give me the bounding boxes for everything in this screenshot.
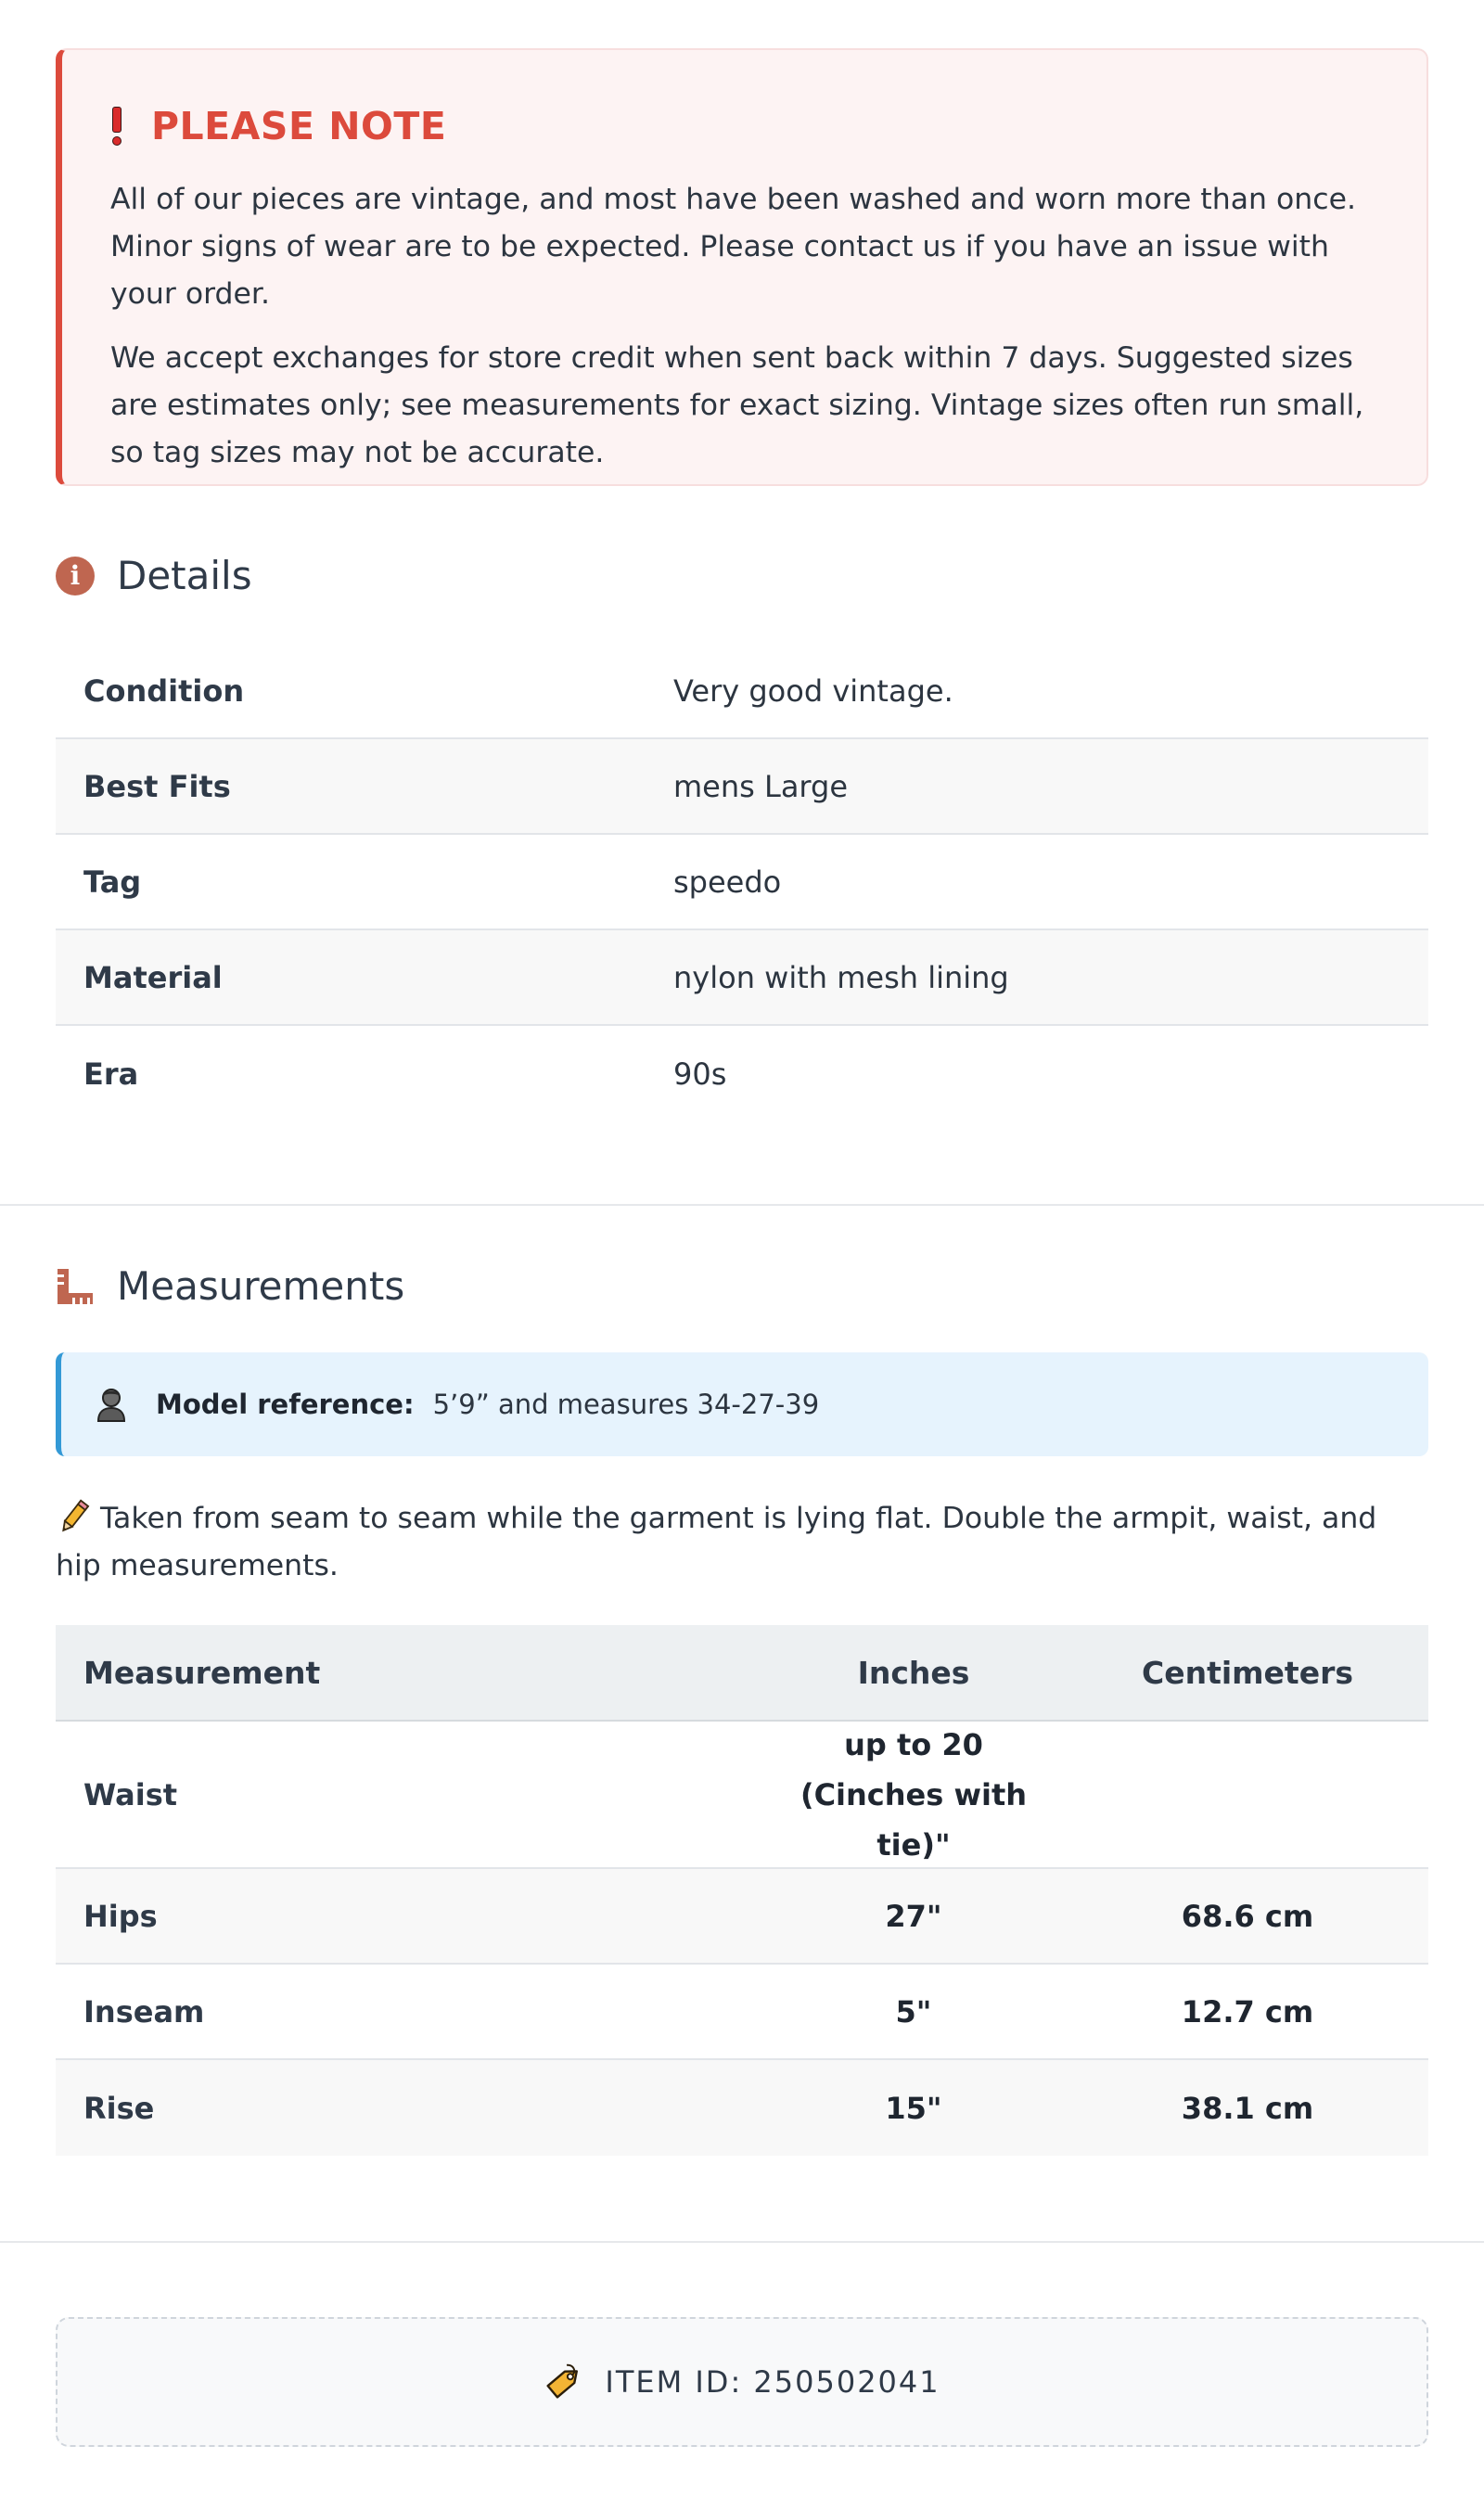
measurements-table: [56, 1625, 1428, 2156]
details-title: Details: [117, 553, 252, 598]
notice-box: [56, 48, 1428, 486]
measurement-inches: 15": [885, 2090, 942, 2126]
details-value: 90s: [673, 1056, 727, 1092]
measurements-title: Measurements: [117, 1263, 405, 1309]
measurement-name: Hips: [83, 1898, 158, 1934]
details-value: Very good vintage.: [673, 672, 953, 709]
item-id: ITEM ID: 250502041: [605, 2364, 940, 2400]
details-header: [56, 553, 252, 598]
pencil-icon: [56, 1498, 93, 1535]
measurement-cm: 12.7 cm: [1181, 1993, 1314, 2030]
measurement-cm: 68.6 cm: [1181, 1898, 1314, 1934]
column-header: Measurement: [83, 1654, 321, 1691]
section-divider: [0, 1204, 1484, 1206]
measurement-name: Waist: [83, 1776, 178, 1812]
details-value: speedo: [673, 864, 782, 900]
details-label: Tag: [83, 864, 142, 900]
measurement-note: [56, 1495, 1428, 1590]
table-row: [56, 1869, 1428, 1965]
section-divider: [0, 2241, 1484, 2243]
model-reference-box: [56, 1352, 1428, 1456]
model-reference-label: Model reference:: [156, 1389, 415, 1420]
details-row: [56, 739, 1428, 835]
table-header-row: [56, 1625, 1428, 1722]
notice-paragraph: We accept exchanges for store credit when sent back within 7 days. Suggested sizes are estimates only; see measurements for exact sizing. Vintage sizes often run small, so tag sizes may not be accurate.: [110, 341, 1364, 469]
details-table: [56, 644, 1428, 1121]
details-label: Best Fits: [83, 768, 231, 804]
info-icon: i: [56, 557, 95, 595]
column-header: Inches: [857, 1654, 970, 1691]
notice-paragraph: All of our pieces are vintage, and most have been washed and worn more than once. Minor signs of wear are to be expected. Please contact us if you have an issue with your order.: [110, 183, 1356, 311]
details-label: Era: [83, 1056, 139, 1092]
details-row: [56, 644, 1428, 739]
table-row: [56, 1722, 1428, 1869]
notice-title: [110, 102, 1380, 150]
measurement-name: Inseam: [83, 1993, 205, 2030]
item-id-box: [56, 2317, 1428, 2447]
details-row: [56, 930, 1428, 1026]
details-value: mens Large: [673, 768, 849, 804]
measurement-cm: 38.1 cm: [1181, 2090, 1314, 2126]
measurement-inches: 27": [885, 1898, 942, 1934]
column-header: Centimeters: [1141, 1654, 1354, 1691]
details-row: [56, 835, 1428, 930]
details-label: Condition: [83, 672, 245, 709]
details-row: [56, 1026, 1428, 1121]
measurement-name: Rise: [83, 2090, 155, 2126]
measurement-note-text: Taken from seam to seam while the garment is lying flat. Double the armpit, waist, and hip measurements.: [56, 1502, 1377, 1582]
exclamation-icon: [110, 107, 123, 146]
table-row: [56, 1965, 1428, 2060]
measurements-header: [56, 1263, 404, 1309]
details-value: nylon with mesh lining: [673, 959, 1009, 995]
model-reference-value: 5’9” and measures 34-27-39: [432, 1389, 820, 1420]
table-row: [56, 2060, 1428, 2156]
person-icon: [95, 1387, 128, 1422]
ruler-icon: [56, 1267, 95, 1306]
measurement-inches: 5": [895, 1993, 932, 2030]
tag-icon: [544, 2362, 584, 2402]
notice-heading: PLEASE NOTE: [151, 104, 447, 148]
details-label: Material: [83, 959, 223, 995]
measurement-inches: up to 20 (Cinches with tie)": [800, 1726, 1028, 1863]
